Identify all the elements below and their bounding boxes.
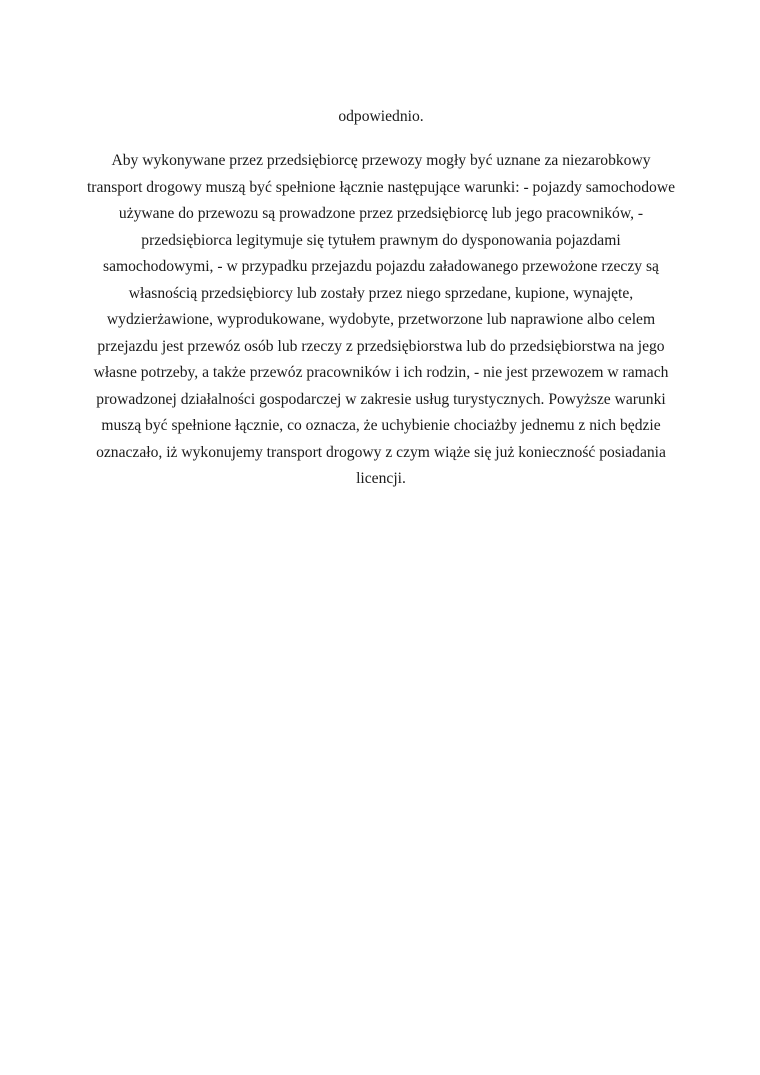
fragment-paragraph bbox=[86, 104, 676, 131]
paragraph-line: Aby wykonywane przez przedsiębiorcę przewozy mogły być uznane za niezarobkowy bbox=[111, 152, 651, 169]
paragraph-line: własnością przedsiębiorcy lub zostały przez niego sprzedane, kupione, wynajęte, bbox=[128, 284, 634, 302]
paragraph-line: przejazdu jest przewóz osób lub rzeczy z przedsiębiorstwa lub do przedsiębiorstwa na jego bbox=[97, 337, 665, 355]
paragraph-line: wydzierżawione, wyprodukowane, wydobyte, przetworzone lub naprawione albo celem bbox=[106, 311, 656, 328]
paragraph-line: samochodowymi, - w przypadku przejazdu pojazdu załadowanego przewożone rzeczy są bbox=[103, 258, 659, 275]
paragraph-line: używane do przewozu są prowadzone przez przedsiębiorcę lub jego pracowników, - bbox=[118, 205, 644, 222]
paragraph-line: prowadzonej działalności gospodarczej w zakresie usług turystycznych. Powyższe warunki bbox=[96, 390, 666, 408]
paragraph-line: oznaczało, iż wykonujemy transport drogowy z czym wiąże się już konieczność posiadania bbox=[96, 443, 666, 461]
paragraph-line: licencji. bbox=[356, 470, 406, 487]
paragraph-line: transport drogowy muszą być spełnione łącznie następujące warunki: - pojazdy samochodowe bbox=[86, 178, 676, 196]
paragraph-line: własne potrzeby, a także przewóz pracowników i ich rodzin, - nie jest przewozem w ramach bbox=[93, 364, 669, 381]
paragraph-line: muszą być spełnione łącznie, co oznacza, że uchybienie chociażby jednemu z nich będzie bbox=[101, 417, 661, 434]
paragraph-line: przedsiębiorca legitymuje się tytułem prawnym do dysponowania pojazdami bbox=[141, 231, 621, 249]
paragraph-line: odpowiednio. bbox=[338, 108, 424, 125]
main-paragraph bbox=[86, 148, 676, 493]
